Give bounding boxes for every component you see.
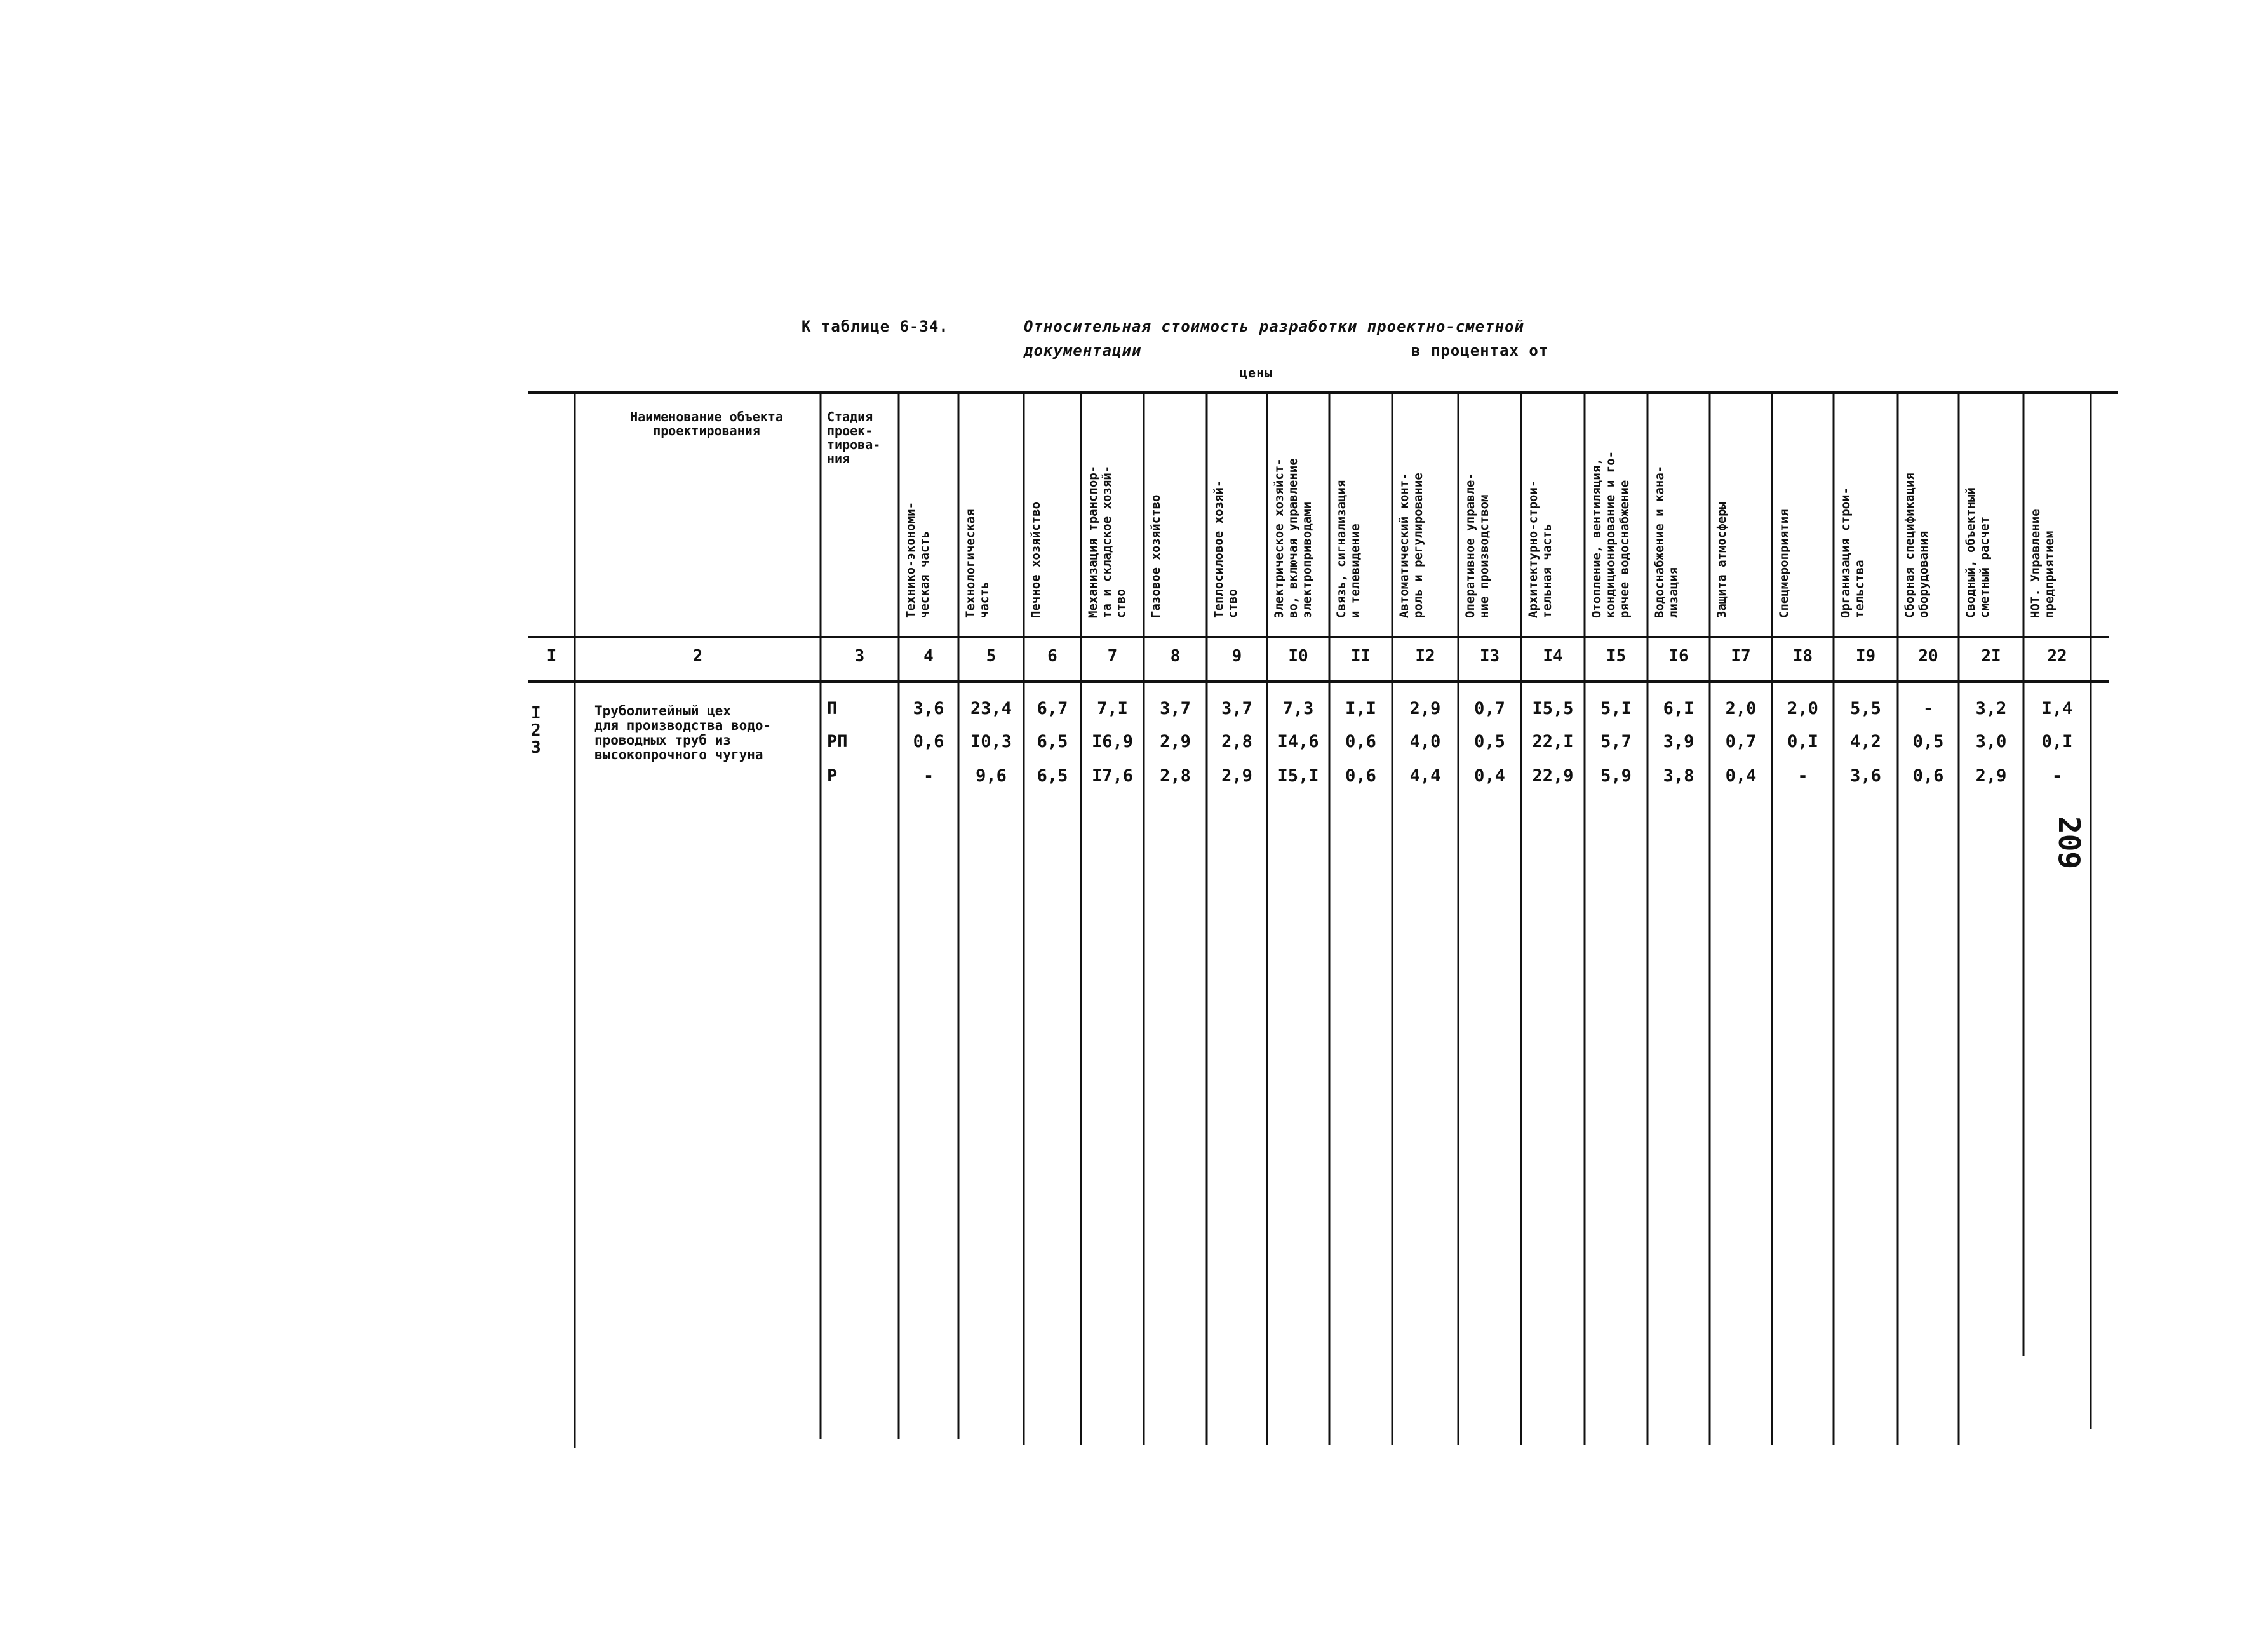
value-cell: 2,0 [1725, 699, 1757, 718]
table-reference: К таблице 6-34. [802, 318, 949, 335]
value-cell: 5,9 [1600, 766, 1632, 786]
value-cell: 0,4 [1474, 766, 1505, 786]
value-cell: 7,3 [1282, 699, 1314, 718]
header-discipline: Спецмероприятия [1777, 509, 1791, 618]
row-number: 3 [531, 738, 541, 757]
value-cell: 3,9 [1663, 732, 1694, 752]
value-cell: 9,6 [976, 766, 1007, 786]
value-cell: 22,I [1532, 732, 1574, 752]
value-cell: 2,8 [1221, 732, 1252, 752]
column-number: I [546, 647, 557, 666]
value-cell: I,I [1345, 699, 1376, 718]
value-cell: 23,4 [970, 699, 1012, 718]
value-cell: 3,0 [1975, 732, 2007, 752]
column-number: I3 [1479, 647, 1500, 666]
header-discipline: Сборная спецификация оборудования [1903, 473, 1931, 618]
column-number: 6 [1047, 647, 1057, 666]
value-cell: 4,0 [1409, 732, 1441, 752]
stage-cell: П [827, 699, 838, 718]
value-cell: 0,5 [1912, 732, 1944, 752]
header-discipline: Сводный, объектный сметный расчет [1964, 487, 1992, 618]
value-cell: 6,7 [1037, 699, 1068, 718]
value-cell: 0,4 [1725, 766, 1757, 786]
value-cell: 0,6 [1912, 766, 1944, 786]
column-number: 2 [692, 647, 703, 666]
header-discipline: Организация строи- тельства [1839, 487, 1867, 618]
column-number: I8 [1792, 647, 1813, 666]
value-cell: I7,6 [1091, 766, 1134, 786]
value-cell: 0,6 [1345, 766, 1376, 786]
header-discipline: Теплосиловое хозяй- ство [1212, 480, 1240, 618]
value-cell: 3,7 [1160, 699, 1191, 718]
value-cell: I5,5 [1532, 699, 1574, 718]
column-number: 3 [854, 647, 865, 666]
caption-line-2-right: в процентах от [1411, 342, 1549, 360]
header-discipline: НОТ. Управление предприятием [2029, 509, 2057, 618]
value-cell: 5,5 [1850, 699, 1881, 718]
header-discipline: Архитектурно-строи- тельная часть [1526, 480, 1554, 618]
column-number: 22 [2047, 647, 2067, 666]
value-cell: 3,8 [1663, 766, 1694, 786]
value-cell: 2,0 [1787, 699, 1818, 718]
value-cell: 2,8 [1160, 766, 1191, 786]
value-cell: 2,9 [1975, 766, 2007, 786]
value-cell: I,4 [2041, 699, 2073, 718]
value-cell: 4,2 [1850, 732, 1881, 752]
value-cell: I0,3 [970, 732, 1012, 752]
column-number: I0 [1288, 647, 1308, 666]
column-number: 2I [1981, 647, 2001, 666]
object-name: Труболитейный цех для производства водо- проводных труб из высокопрочного чугуна [594, 703, 772, 762]
column-number: I4 [1543, 647, 1563, 666]
value-cell: 6,5 [1037, 732, 1068, 752]
header-discipline: Оперативное управле- ние производством [1463, 473, 1491, 618]
value-cell: 5,7 [1600, 732, 1632, 752]
value-cell: 6,I [1663, 699, 1694, 718]
value-cell: 0,I [2041, 732, 2073, 752]
value-cell: I5,I [1277, 766, 1319, 786]
caption-line-2: документации [1024, 342, 1142, 360]
value-cell: 5,I [1600, 699, 1632, 718]
header-discipline: Защита атмосферы [1715, 501, 1729, 618]
value-cell: 0,5 [1474, 732, 1505, 752]
value-cell: 2,9 [1221, 766, 1252, 786]
column-number: 5 [986, 647, 996, 666]
column-number: 9 [1231, 647, 1242, 666]
value-cell: 2,9 [1409, 699, 1441, 718]
value-cell: 22,9 [1532, 766, 1574, 786]
column-number: II [1350, 647, 1371, 666]
value-cell: 0,I [1787, 732, 1818, 752]
value-cell: 4,4 [1409, 766, 1441, 786]
value-cell: 0,7 [1474, 699, 1505, 718]
header-discipline: Механизация транспор- та и складское хозяй- ство [1086, 465, 1128, 618]
value-cell: - [1922, 699, 1934, 718]
value-cell: 2,9 [1160, 732, 1191, 752]
value-cell: 0,7 [1725, 732, 1757, 752]
header-discipline: Электрическое хозяйст- во, включая управление электроприводами [1272, 458, 1314, 618]
value-cell: - [923, 766, 934, 786]
value-cell: 3,6 [1850, 766, 1881, 786]
value-cell: 0,6 [1345, 732, 1376, 752]
row-number: I [531, 704, 541, 723]
column-number: I7 [1731, 647, 1751, 666]
column-number: 4 [923, 647, 934, 666]
column-number: 7 [1107, 647, 1118, 666]
header-discipline: Технико-экономи- ческая часть [904, 501, 932, 618]
value-cell: 3,6 [913, 699, 944, 718]
caption-line-1: Относительная стоимость разработки проектно-сметной [1024, 318, 1524, 335]
header-discipline: Связь, сигнализация и телевидение [1334, 480, 1362, 618]
caption-line-3: цены [1240, 365, 1273, 381]
stage-cell: РП [827, 732, 848, 752]
column-number: I6 [1668, 647, 1689, 666]
value-cell: 0,6 [913, 732, 944, 752]
header-stage: Стадия проек- тирова- ния [827, 409, 881, 466]
header-discipline: Водоснабжение и кана- лизация [1653, 465, 1681, 618]
page-number: 209 [2052, 816, 2086, 870]
header-discipline: Автоматический конт- роль и регулирование [1397, 473, 1425, 618]
header-discipline: Технологическая часть [963, 509, 991, 618]
value-cell: I6,9 [1091, 732, 1134, 752]
column-number: I5 [1606, 647, 1627, 666]
value-cell: I4,6 [1277, 732, 1319, 752]
header-discipline: Отопление, вентиляция, кондиционирование и го- рячее водоснабжение [1590, 450, 1632, 618]
value-cell: 7,I [1097, 699, 1128, 718]
column-number: I9 [1855, 647, 1876, 666]
value-cell: 6,5 [1037, 766, 1068, 786]
column-number: 20 [1918, 647, 1938, 666]
column-number: I2 [1415, 647, 1435, 666]
stage-cell: Р [827, 766, 838, 786]
value-cell: - [1797, 766, 1808, 786]
column-number: 8 [1170, 647, 1181, 666]
row-number: 2 [531, 721, 541, 740]
value-cell: 3,7 [1221, 699, 1252, 718]
header-object-name: Наименование объекта проектирования [630, 409, 783, 438]
value-cell: 3,2 [1975, 699, 2007, 718]
header-discipline: Печное хозяйство [1029, 501, 1043, 618]
header-discipline: Газовое хозяйство [1149, 494, 1163, 618]
value-cell: - [2051, 766, 2063, 786]
